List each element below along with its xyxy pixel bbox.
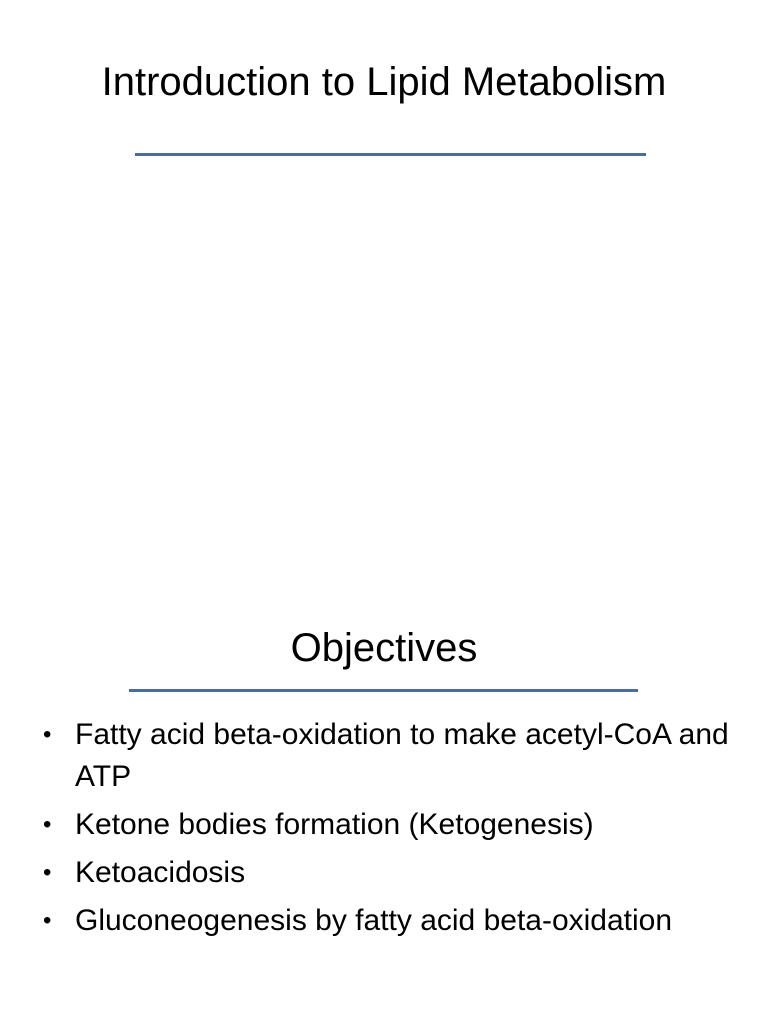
objectives-list [40, 714, 730, 948]
list-item-text: Ketone bodies formation (Ketogenesis) [75, 808, 594, 841]
list-item [40, 900, 730, 942]
bullet-icon: • [43, 859, 52, 886]
title-underline [135, 153, 646, 156]
objectives-underline [129, 689, 638, 692]
bullet-icon: • [43, 721, 52, 748]
slide-title-lipid-metabolism: Introduction to Lipid Metabolism [101, 60, 667, 104]
list-item-text: Gluconeogenesis by fatty acid beta-oxidation [75, 904, 673, 937]
slide-title-objectives: Objectives [290, 626, 478, 670]
list-item-text: Fatty acid beta-oxidation to make acetyl-CoA and ATP [75, 718, 729, 793]
bullet-icon: • [43, 811, 52, 838]
list-item [40, 804, 730, 846]
bullet-icon: • [43, 907, 52, 934]
list-item-text: Ketoacidosis [75, 856, 246, 889]
list-item [40, 714, 730, 798]
list-item [40, 852, 730, 894]
